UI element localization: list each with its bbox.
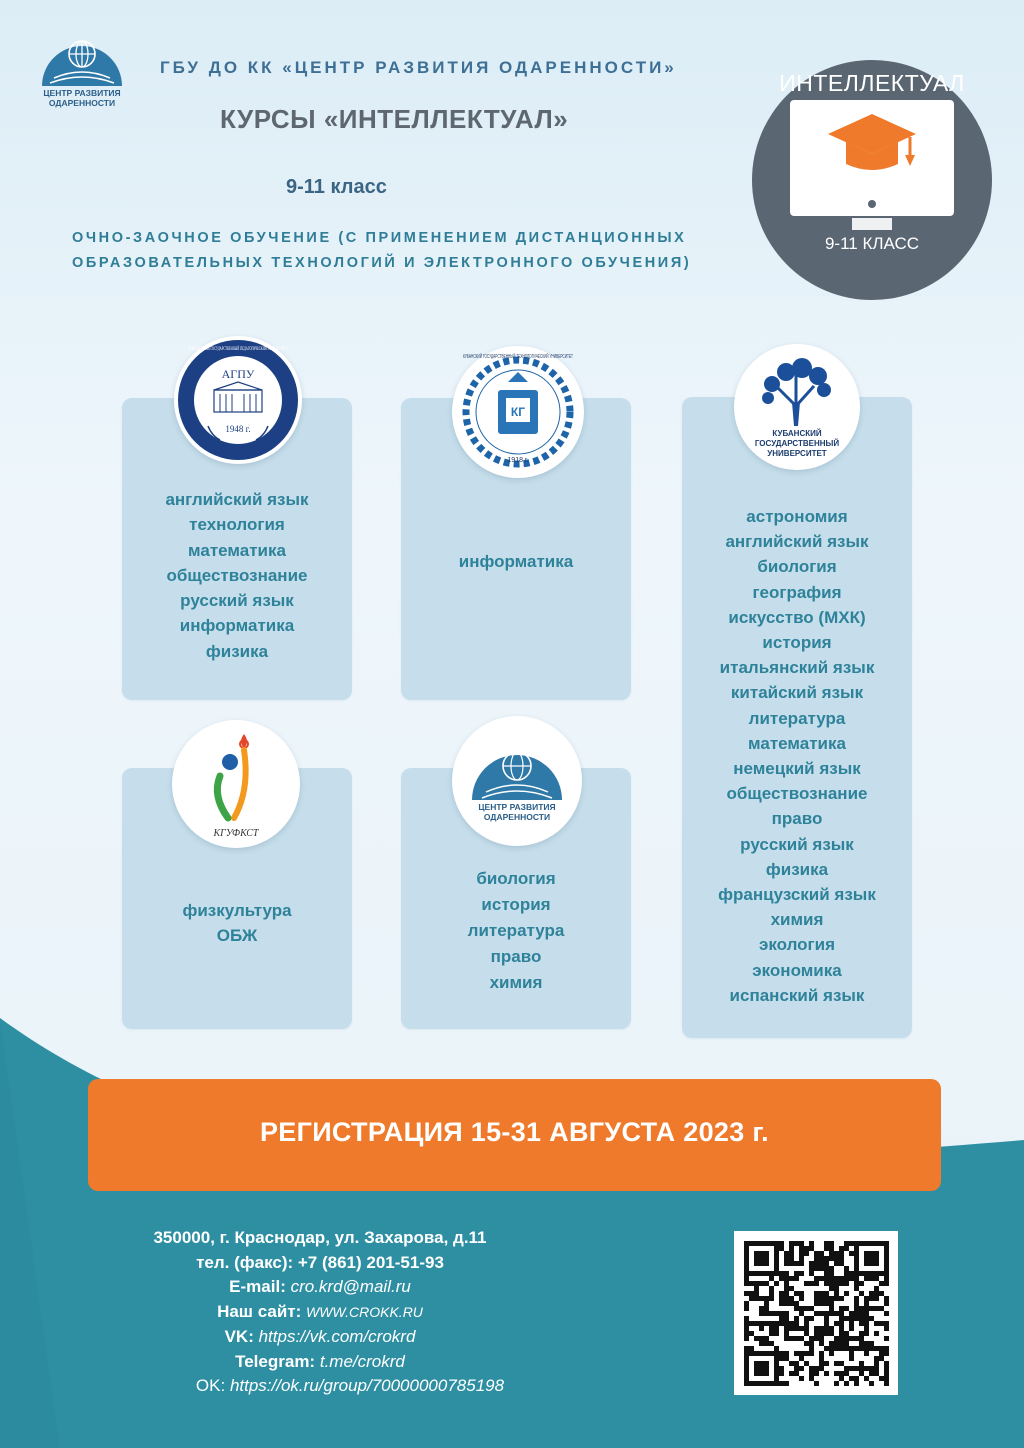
qr-code-icon bbox=[734, 1231, 898, 1395]
kubgtu-logo-mark: КГ bbox=[510, 405, 526, 419]
list-item: информатика bbox=[179, 616, 295, 636]
list-item: химия bbox=[489, 973, 543, 992]
list-item: испанский язык bbox=[729, 985, 865, 1005]
agpu-logo-text: АГПУ bbox=[221, 367, 255, 381]
list-item: право bbox=[771, 809, 823, 829]
site-label: Наш сайт: bbox=[217, 1302, 302, 1322]
agpu-logo-ring: АРМАВИРСКИЙ ГОСУДАРСТВЕННЫЙ ПЕДАГОГИЧЕСКИЙ УНИВЕРСИТЕТ bbox=[188, 347, 364, 352]
site-row bbox=[100, 1300, 540, 1325]
list-item: технология bbox=[189, 515, 285, 535]
list-item: литература bbox=[467, 921, 565, 940]
kubgtu-logo-ring: КУБАНСКИЙ ГОСУДАРСТВЕННЫЙ ТЕХНОЛОГИЧЕСКИЙ УНИВЕРСИТЕТ bbox=[463, 354, 637, 360]
subject-list-agpu bbox=[122, 487, 352, 664]
organization-name: ГБУ ДО КК «ЦЕНТР РАЗВИТИЯ ОДАРЕННОСТИ» bbox=[160, 58, 677, 77]
kubsu-logo-line3: УНИВЕРСИТЕТ bbox=[767, 449, 827, 458]
list-item: экономика bbox=[752, 960, 842, 980]
grade-range: 9-11 класс bbox=[286, 176, 387, 198]
kubsu-logo-line2: ГОСУДАРСТВЕННЫЙ bbox=[754, 439, 840, 448]
list-item: экология bbox=[758, 935, 836, 955]
agpu-logo-year: 1948 г. bbox=[225, 424, 251, 434]
qr-code bbox=[734, 1231, 898, 1395]
list-item: китайский язык bbox=[730, 683, 864, 703]
subject-list-kgufkst bbox=[122, 898, 352, 948]
list-item: французский язык bbox=[718, 885, 876, 905]
kubsu-logo bbox=[734, 344, 860, 470]
address: 350000, г. Краснодар, ул. Захарова, д.11 bbox=[153, 1228, 487, 1247]
list-item: география bbox=[752, 582, 842, 602]
list-item: физика bbox=[765, 859, 829, 879]
list-item: русский язык bbox=[740, 834, 854, 854]
list-item: физика bbox=[205, 641, 269, 661]
list-item: математика bbox=[188, 540, 286, 560]
badge-title: ИНТЕЛЛЕКТУАЛ bbox=[779, 70, 965, 96]
list-item: биология bbox=[757, 557, 837, 577]
intellectual-badge bbox=[752, 60, 992, 300]
globe-book-icon bbox=[36, 30, 128, 88]
subject-list-kubgtu bbox=[401, 549, 631, 574]
tree-icon bbox=[734, 344, 860, 470]
subject-list-kubsu bbox=[682, 504, 912, 1008]
agpu-emblem-icon bbox=[174, 336, 364, 464]
list-item: биология bbox=[476, 869, 556, 888]
course-title: КУРСЫ «ИНТЕЛЛЕКТУАЛ» bbox=[220, 104, 569, 134]
list-item: английский язык bbox=[725, 532, 869, 552]
study-mode bbox=[72, 226, 732, 276]
list-item: немецкий язык bbox=[733, 759, 861, 779]
athlete-torch-icon bbox=[172, 720, 300, 848]
list-item: астрономия bbox=[746, 507, 848, 526]
subject-list-cro bbox=[401, 866, 631, 996]
list-item: химия bbox=[770, 910, 824, 930]
cro-logo-line1: ЦЕНТР РАЗВИТИЯ bbox=[478, 802, 556, 812]
list-item: обществознание bbox=[166, 565, 308, 585]
logo-caption-line2: ОДАРЕННОСТИ bbox=[48, 98, 116, 108]
list-item: русский язык bbox=[180, 591, 294, 611]
list-item: итальянский язык bbox=[719, 658, 875, 678]
logo-caption-line1: ЦЕНТР РАЗВИТИЯ bbox=[43, 88, 121, 98]
list-item: обществознание bbox=[726, 784, 868, 804]
list-item: ОБЖ bbox=[216, 926, 258, 945]
cro-header-logo bbox=[36, 30, 128, 110]
vk-label: VK: bbox=[224, 1326, 254, 1346]
email-link[interactable]: cro.krd@mail.ru bbox=[290, 1277, 411, 1297]
list-item: искусство (МХК) bbox=[728, 607, 866, 627]
telegram-row bbox=[100, 1350, 540, 1375]
ok-row bbox=[100, 1374, 540, 1399]
contacts bbox=[100, 1226, 540, 1399]
study-mode-line2: ОБРАЗОВАТЕЛЬНЫХ ТЕХНОЛОГИЙ И ЭЛЕКТРОННОГО ОБУЧЕНИЯ) bbox=[72, 255, 692, 271]
list-item: литература bbox=[748, 708, 846, 728]
email-row bbox=[100, 1275, 540, 1300]
list-item: английский язык bbox=[165, 490, 309, 509]
globe-book-icon bbox=[452, 716, 582, 846]
registration-banner bbox=[88, 1079, 941, 1191]
kubsu-logo-line1: КУБАНСКИЙ bbox=[772, 429, 822, 438]
registration-text: РЕГИСТРАЦИЯ 15-31 АВГУСТА 2023 г. bbox=[259, 1117, 769, 1147]
site-link[interactable]: WWW.CROKK.RU bbox=[306, 1304, 423, 1321]
list-item: физкультура bbox=[182, 901, 292, 920]
vk-row bbox=[100, 1325, 540, 1350]
ok-link[interactable]: https://ok.ru/group/70000000785198 bbox=[229, 1376, 505, 1396]
badge-grade: 9-11 КЛАСС bbox=[824, 234, 920, 253]
study-mode-line1: ОЧНО-ЗАОЧНОЕ ОБУЧЕНИЕ (С ПРИМЕНЕНИЕМ ДИСТАНЦИОННЫХ bbox=[72, 230, 687, 246]
list-item: история bbox=[762, 633, 832, 653]
telegram-link[interactable]: t.me/crokrd bbox=[319, 1351, 405, 1371]
list-item: математика bbox=[748, 733, 846, 753]
list-item: право bbox=[490, 947, 542, 966]
list-item: информатика bbox=[458, 552, 574, 571]
vk-link[interactable]: https://vk.com/crokrd bbox=[258, 1326, 416, 1346]
ok-label: OK: bbox=[195, 1376, 226, 1396]
email-label: E-mail: bbox=[229, 1277, 286, 1297]
cro-logo bbox=[452, 716, 582, 846]
list-item: история bbox=[481, 895, 551, 914]
cro-logo-line2: ОДАРЕННОСТИ bbox=[483, 812, 551, 822]
kubgtu-logo-year: 1918 г. bbox=[507, 457, 529, 464]
kgufkst-logo-text: КГУФКСТ bbox=[213, 828, 259, 839]
card-kubsu bbox=[682, 397, 912, 1038]
kgufkst-logo bbox=[172, 720, 300, 848]
telegram-label: Telegram: bbox=[235, 1351, 316, 1371]
kubgtu-logo bbox=[452, 346, 637, 478]
agpu-logo bbox=[174, 336, 364, 464]
kubgtu-emblem-icon bbox=[452, 346, 637, 478]
phone: тел. (факс): +7 (861) 201-51-93 bbox=[196, 1252, 444, 1272]
